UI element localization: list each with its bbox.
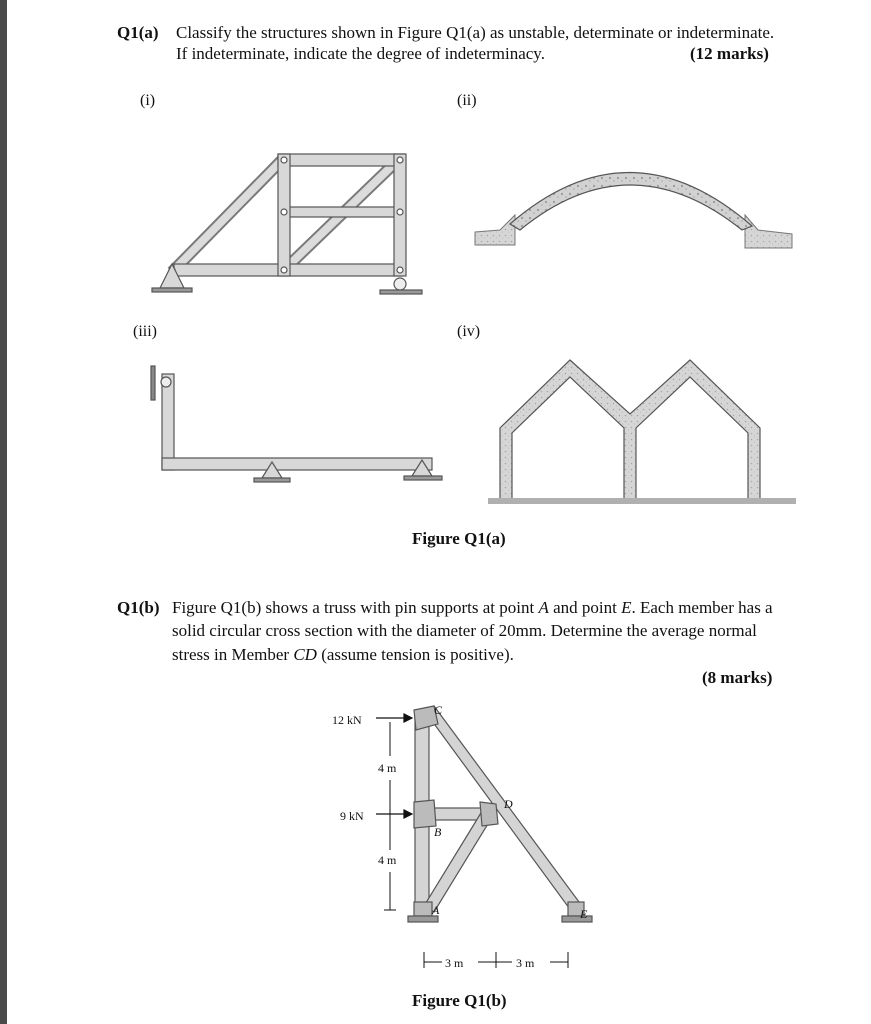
q1a-number: Q1(a) xyxy=(117,23,159,42)
dim-lower-label: 4 m xyxy=(378,853,397,867)
figure-label-ii: (ii) xyxy=(457,92,477,109)
figure-label-i: (i) xyxy=(140,92,156,109)
node-e-label: E xyxy=(580,907,588,921)
load-9kn-label: 9 kN xyxy=(340,809,364,823)
vertical-dimension xyxy=(384,722,396,910)
q1a-line2: If indeterminate, indicate the degree of indeterminacy. xyxy=(176,44,545,63)
dim-left-label: 3 m xyxy=(445,956,464,970)
node-b-label: B xyxy=(434,825,442,839)
q1a-line1: Classify the structures shown in Figure Q1(a) as unstable, determinate or indeterminate. xyxy=(176,23,775,42)
figure-q1b-caption: Figure Q1(b) xyxy=(412,991,507,1010)
truss-members xyxy=(408,706,592,922)
figure-label-iii: (iii) xyxy=(133,323,157,340)
node-c-label: C xyxy=(434,703,443,717)
q1b-marks: (8 marks) xyxy=(702,668,773,687)
q1b-line2: solid circular cross section with the diameter of 20mm. Determine the average normal xyxy=(172,621,757,640)
figure-q1a-caption: Figure Q1(a) xyxy=(412,529,506,548)
figure-label-iv: (iv) xyxy=(457,323,481,340)
node-a-label: A xyxy=(432,903,440,917)
dim-right-label: 3 m xyxy=(516,956,535,970)
q1b-number: Q1(b) xyxy=(117,598,160,617)
q1b-line3: stress in Member CD (assume tension is positive). xyxy=(172,645,514,664)
q1b-line1: Figure Q1(b) shows a truss with pin supports at point A and point E. Each member has a xyxy=(172,598,773,617)
load-12kn-label: 12 kN xyxy=(332,713,362,727)
dim-upper-label: 4 m xyxy=(378,761,397,775)
q1a-marks: (12 marks) xyxy=(690,44,769,63)
node-d-label: D xyxy=(504,797,513,811)
